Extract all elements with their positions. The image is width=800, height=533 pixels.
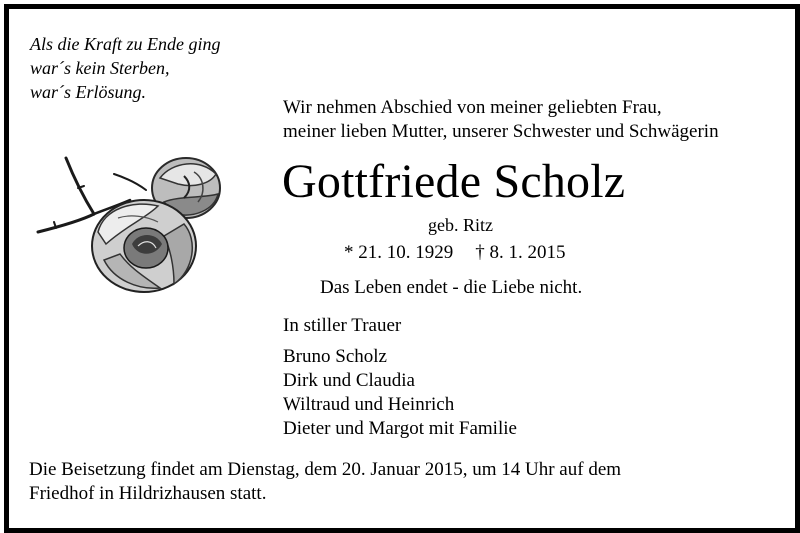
funeral-notice: [29, 458, 621, 506]
intro-text: [283, 96, 719, 144]
poem-line: Als die Kraft zu Ende ging: [30, 34, 221, 54]
mourner: Bruno Scholz: [283, 346, 387, 367]
mourners-list: [283, 345, 517, 441]
life-dates: [344, 241, 566, 265]
maiden-name: geb. Ritz: [428, 215, 493, 235]
intro-line: meiner lieben Mutter, unserer Schwester und Schwägerin: [283, 121, 719, 142]
death-date: † 8. 1. 2015: [475, 242, 566, 263]
intro-line: Wir nehmen Abschied von meiner geliebten Frau,: [283, 97, 662, 118]
mourner: Dieter und Margot mit Familie: [283, 418, 517, 439]
rose-icon: [34, 148, 230, 298]
funeral-line: Die Beisetzung findet am Dienstag, dem 20. Januar 2015, um 14 Uhr auf dem: [29, 459, 622, 480]
funeral-line: Friedhof in Hildrizhausen statt.: [29, 483, 267, 504]
poem-line: war´s kein Sterben,: [30, 58, 170, 78]
mourner: Wiltraud und Heinrich: [283, 394, 455, 415]
poem-line: war´s Erlösung.: [30, 82, 147, 102]
mourning-heading: In stiller Trauer: [283, 315, 402, 336]
motto: Das Leben endet - die Liebe nicht.: [320, 277, 583, 298]
mourner: Dirk und Claudia: [283, 370, 415, 391]
deceased-name: Gottfriede Scholz: [282, 155, 626, 208]
poem: [30, 32, 221, 104]
birth-date: * 21. 10. 1929: [344, 242, 454, 263]
